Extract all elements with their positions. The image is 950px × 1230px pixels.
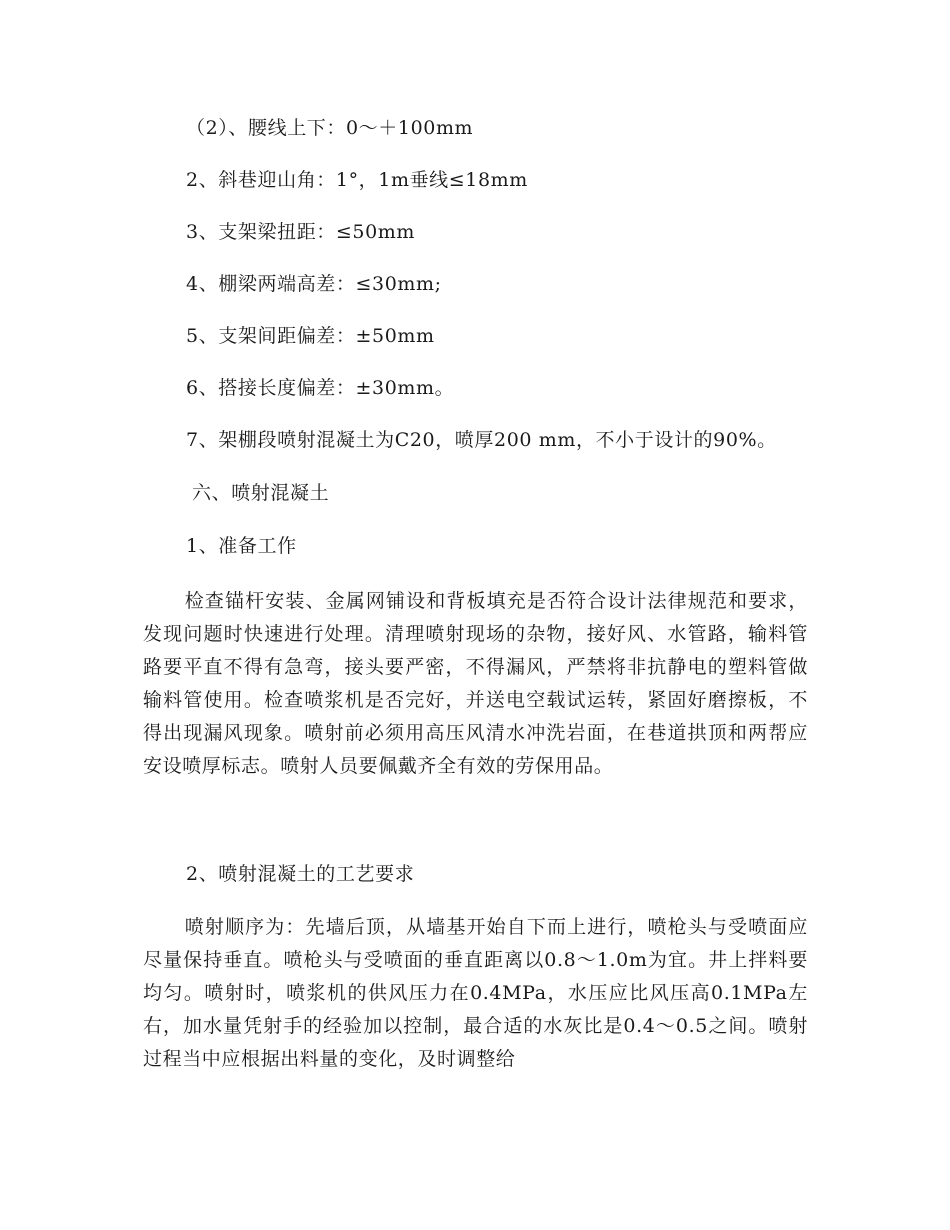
subsection-heading-preparation: 1、准备工作 bbox=[186, 535, 297, 557]
waist-line-tolerance: （2）、腰线上下：0～＋100mm bbox=[186, 117, 474, 139]
shotcrete-grade-item: 7、架棚段喷射混凝土为C20，喷厚200 mm，不小于设计的90%。 bbox=[186, 429, 777, 451]
twist-item: 3、支架梁扭距：≤50mm bbox=[186, 221, 416, 243]
subsection-heading-process: 2、喷射混凝土的工艺要求 bbox=[186, 863, 415, 885]
shed-beam-item: 4、棚梁两端高差：≤30mm; bbox=[186, 273, 442, 295]
spacing-item: 5、支架间距偏差：±50mm bbox=[186, 325, 435, 347]
overlap-item: 6、搭接长度偏差：±30mm。 bbox=[186, 377, 455, 399]
slope-angle-item: 2、斜巷迎山角：1°，1m垂线≤18mm bbox=[186, 169, 528, 191]
preparation-paragraph: 检查锚杆安装、金属网铺设和背板填充是否符合设计法律规范和要求，发现问题时快速进行处理。清理喷射现场的杂物，接好风、水管路，输料管路要平直不得有急弯，接头要严密，不得漏风，严禁将非抗静电的塑料管做输料管使用。检查喷浆机是否完好，并送电空载试运转，紧固好磨擦板，不得出现漏风现象。喷射前必须用高压风清水冲洗岩面，在巷道拱顶和两帮应安设喷厚标志。喷射人员要佩戴齐全有效的劳保用品。 bbox=[143, 590, 808, 778]
process-paragraph: 喷射顺序为：先墙后顶，从墙基开始自下而上进行，喷枪头与受喷面应尽量保持垂直。喷枪头与受喷面的垂直距离以0.8～1.0m为宜。井上拌料要均匀。喷射时，喷浆机的供风压力在0.4MPa，水压应比风压高0.1MPa左右，加水量凭射手的经验加以控制，最合适的水灰比是0.4～0.5之间。喷射过程当中应根据出料量的变化，及时调整给 bbox=[143, 916, 808, 1071]
section-heading: 六、喷射混凝土 bbox=[192, 482, 330, 504]
